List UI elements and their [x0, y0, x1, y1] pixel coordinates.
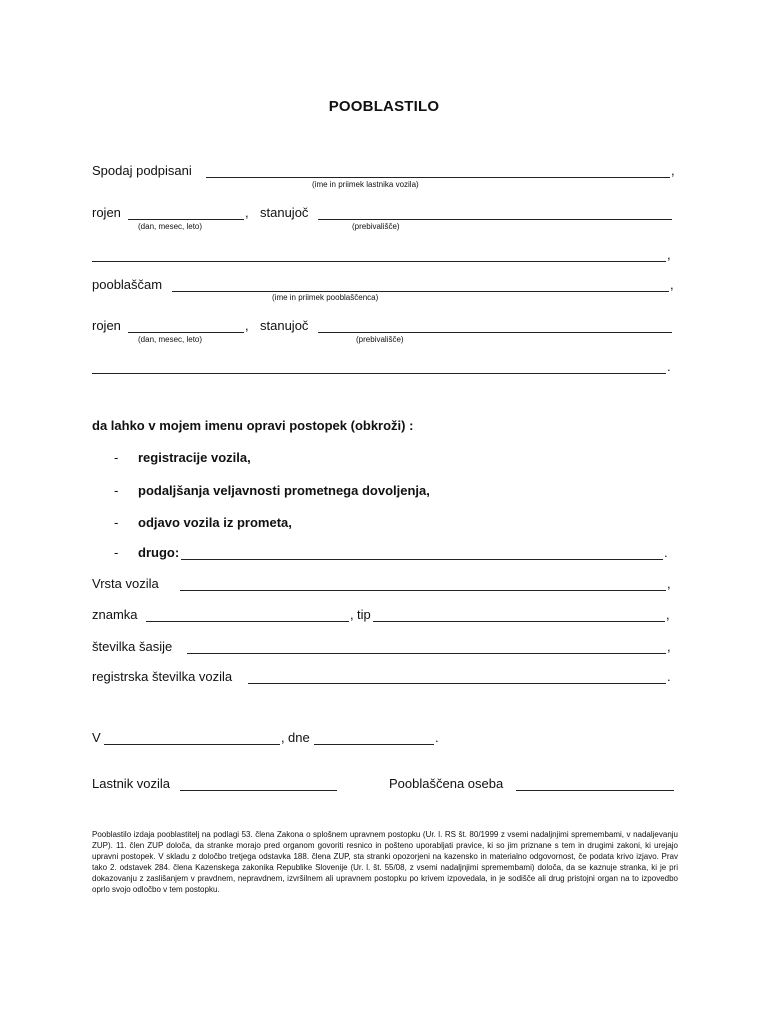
option-deregistration[interactable]: odjavo vozila iz prometa,	[138, 515, 292, 530]
model-field[interactable]	[373, 621, 665, 622]
comma: ,	[281, 730, 285, 745]
comma: ,	[245, 205, 249, 220]
legal-footnote: Pooblastilo izdaja pooblastitelj na podlagi 53. člena Zakona o splošnem upravnem postopku (Ur. l. RS št. 80/1999 z vsemi nadaljnjimi spremembami, v nadaljevanju ZUP). 11. člen ZUP določa, da stranke morajo pred organom govoriti resnico in pošteno uporabljati pravice, ki so jim priznane s tem in drugimi zakoni, ki urejajo upravni postopek. V skladu z določbo tretjega odstavka 188. člena ZUP, sta stranki opozorjeni na kazensko in materialno odgovornost, če podata krivo izjavo. Prav tako 2. odstavek 284. člena Kazenskega zakonika Republike Slovenije (Ur. l. št. 55/08, z vsemi nadaljnjimi spremembami) določa, da se kaznuje stranka, ki je pri dokazovanju z zaslišanjem v pravdnem, nepravdnem, izvršilnem ali upravnem postopku po krivem izpovedala, in je sodišče ali drug pristojni organ na to izpovedbo oprlo svojo odločbo v tem postopku.	[92, 830, 678, 894]
grantee-name-field[interactable]	[172, 291, 669, 292]
date-field[interactable]	[314, 744, 434, 745]
comma: ,	[671, 163, 675, 178]
comma: ,	[670, 277, 674, 292]
brand-label: znamka	[92, 607, 138, 622]
grantor-born-caption: (dan, mesec, leto)	[138, 222, 203, 231]
bullet-dash: -	[114, 483, 119, 498]
grantor-born-field[interactable]	[128, 219, 244, 220]
chassis-number-label: številka šasije	[92, 639, 173, 654]
bullet-dash: -	[114, 515, 119, 530]
model-label: tip	[357, 607, 371, 622]
registration-number-label: registrska številka vozila	[92, 669, 233, 684]
grantor-name-field[interactable]	[206, 177, 670, 178]
date-label: dne	[288, 730, 310, 745]
option-registration[interactable]: registracije vozila,	[138, 450, 251, 465]
brand-field[interactable]	[146, 621, 349, 622]
period: .	[435, 730, 439, 745]
grantor-born-label: rojen	[92, 205, 121, 220]
grantor-residence-field-cont[interactable]	[92, 261, 666, 262]
period: .	[667, 359, 671, 374]
option-extension[interactable]: podaljšanja veljavnosti prometnega dovoljenja,	[138, 483, 430, 498]
authorized-signature-label: Pooblaščena oseba	[389, 776, 504, 791]
grantee-residence-field[interactable]	[318, 332, 672, 333]
bullet-dash: -	[114, 545, 119, 560]
chassis-number-field[interactable]	[187, 653, 666, 654]
grantor-residence-label: stanujoč	[260, 205, 309, 220]
procedure-intro: da lahko v mojem imenu opravi postopek (obkroži) :	[92, 418, 414, 433]
vehicle-type-label: Vrsta vozila	[92, 576, 159, 591]
grantor-label: Spodaj podpisani	[92, 163, 192, 178]
grantor-name-caption: (ime in priimek lastnika vozila)	[312, 180, 419, 189]
registration-number-field[interactable]	[248, 683, 666, 684]
grantee-name-caption: (ime in priimek pooblaščenca)	[272, 293, 379, 302]
grantor-residence-field[interactable]	[318, 219, 672, 220]
other-procedure-field[interactable]	[181, 559, 663, 560]
comma: ,	[245, 318, 249, 333]
owner-signature-label: Lastnik vozila	[92, 776, 171, 791]
owner-signature-field[interactable]	[180, 790, 337, 791]
bullet-dash: -	[114, 450, 119, 465]
grantee-residence-label: stanujoč	[260, 318, 309, 333]
period: .	[667, 669, 671, 684]
comma: ,	[667, 639, 671, 654]
grantee-born-label: rojen	[92, 318, 121, 333]
place-field[interactable]	[104, 744, 280, 745]
vehicle-type-field[interactable]	[180, 590, 666, 591]
grantor-residence-caption: (prebivališče)	[352, 222, 400, 231]
period: .	[664, 545, 668, 560]
grantee-residence-field-cont[interactable]	[92, 373, 666, 374]
comma: ,	[350, 607, 354, 622]
comma: ,	[667, 247, 671, 262]
comma: ,	[666, 607, 670, 622]
authorized-signature-field[interactable]	[516, 790, 674, 791]
grantee-label: pooblaščam	[92, 277, 163, 292]
option-other[interactable]: drugo:	[138, 545, 180, 560]
place-label: V	[92, 730, 101, 745]
page-title: POOBLASTILO	[328, 98, 440, 115]
grantee-residence-caption: (prebivališče)	[356, 335, 404, 344]
grantee-born-field[interactable]	[128, 332, 244, 333]
comma: ,	[667, 576, 671, 591]
grantee-born-caption: (dan, mesec, leto)	[138, 335, 203, 344]
